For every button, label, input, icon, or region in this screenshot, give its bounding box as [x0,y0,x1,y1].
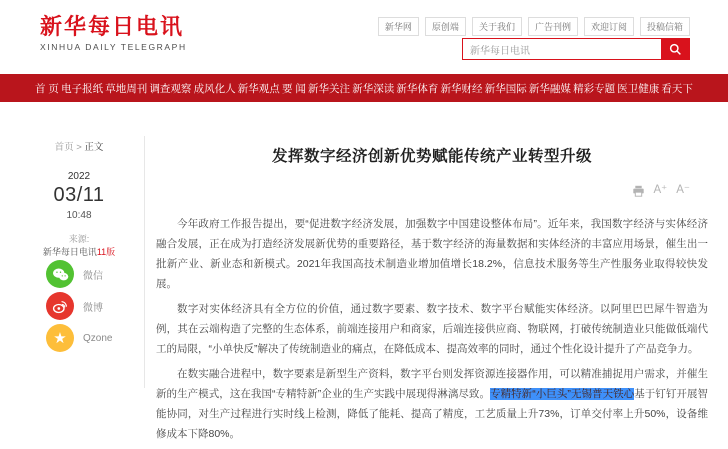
selected-text: 专精特新“小巨头”无锡普天铁心 [490,388,635,400]
paragraph-3-pre: 在数实融合进程中，数字要素是新型生产资料，数字平台则发挥资源连接器作用，可以精准捕捉用户需求，并催生新的生产模式，这在我国“专精特新”企业的生产实践中展现得淋漓尽致。 [156,368,708,400]
nav-item-international[interactable]: 新华国际 [484,82,527,95]
date-day: 03/11 [53,184,105,206]
source-edition: 11版 [96,247,116,257]
article-body [156,214,708,444]
search-icon [669,43,682,56]
print-button[interactable] [632,185,645,197]
site-logo[interactable] [40,14,187,52]
logo-subtitle: XINHUA DAILY TELEGRAPH [40,42,187,52]
article-date [20,171,138,221]
source-name: 新华每日电讯 [42,247,97,257]
nav-item-world[interactable]: 看天下 [661,82,693,95]
nav-item-topics[interactable]: 精彩专题 [573,82,616,95]
article-source [20,233,138,259]
article [156,144,708,449]
font-decrease-button[interactable]: A⁻ [676,184,690,197]
nav-item-focus[interactable]: 新华关注 [308,82,351,95]
breadcrumb [20,139,138,153]
header-link-ads[interactable]: 广告刊例 [528,17,578,36]
nav-item-health[interactable]: 医卫健康 [617,82,660,95]
sidebar-divider [144,136,145,388]
wechat-icon [46,260,74,288]
breadcrumb-separator: > [76,142,82,153]
header-link-subscribe[interactable]: 欢迎订阅 [584,17,634,36]
header-link-xinhuanet[interactable]: 新华网 [378,17,419,36]
search-input[interactable] [463,39,661,59]
font-increase-button[interactable]: A⁺ [653,184,668,197]
nav-item-investigation[interactable]: 调查观察 [149,82,192,95]
date-time: 10:48 [66,210,92,221]
nav-item-deepread[interactable]: 新华深读 [352,82,395,95]
logo-title: 新华每日电讯 [40,14,185,39]
source-label: 来源: [68,234,90,244]
nav-item-media[interactable]: 新华融媒 [528,82,571,95]
search-bar [462,38,690,60]
header-links [378,17,690,36]
nav-item-chengfeng[interactable]: 成风化人 [193,82,236,95]
date-year: 2022 [67,171,91,182]
main-nav [0,74,728,102]
breadcrumb-home[interactable]: 首页 [54,142,74,153]
header-link-submit[interactable]: 投稿信箱 [640,17,690,36]
share-panel [46,260,112,356]
nav-item-home[interactable]: 首 页 [35,82,59,95]
share-qzone-label: Qzone [83,332,113,344]
search-button[interactable] [661,39,689,59]
paragraph-2: 数字对实体经济具有全方位的价值，通过数字要素、数字技术、数字平台赋能实体经济。以阿里巴巴犀牛智造为例，其在云端构造了完整的生态体系，前端连接用户和商家，后端连接供应商、物联网，打破传统制造业只能做低端代工的局限，“小单快反”解决了传统制造业的痛点，在降低成本、提高效率的同时，通过个性化设计提升了产品竞争力。 [156,303,708,355]
article-tools [156,184,690,198]
nav-item-news[interactable]: 要 闻 [281,82,306,95]
nav-item-caodi[interactable]: 草地周刊 [105,82,148,95]
header-link-about[interactable]: 关于我们 [472,17,522,36]
paragraph-1: 今年政府工作报告提出，要“促进数字经济发展，加强数字中国建设整体布局”。近年来，我国数字经济与实体经济融合发展，正在成为打造经济发展新优势的重要路径，基于数字经济的海量数据和实体经济的丰富应用场景，催生出一批新产业、新业态和新模式。2021年我国高技术制造业增加值增长18.2%，信息技术服务等生产性服务业取得较快发展。 [156,218,708,290]
header-link-original[interactable]: 原创端 [425,17,466,36]
article-title: 发挥数字经济创新优势赋能传统产业转型升级 [271,148,592,165]
nav-item-epaper[interactable]: 电子报纸 [61,82,104,95]
breadcrumb-current: 正文 [84,142,104,153]
share-wechat-label: 微信 [83,270,103,282]
paragraph-3-post: 基于钉钉开展智能协同，对生产过程进行实时线上检测，降低了能耗、提高了精度，工艺质量上升73%，订单交付率上升50%，设备维修成本下降80%。 [156,388,708,440]
qzone-star-icon: ★ [46,324,74,352]
paragraph-3 [156,364,708,444]
share-wechat-button[interactable] [46,260,112,288]
nav-item-sports[interactable]: 新华体育 [396,82,439,95]
share-weibo-button[interactable] [46,292,112,320]
share-weibo-label: 微博 [83,302,103,314]
share-qzone-button[interactable] [46,324,112,352]
nav-item-opinion[interactable]: 新华观点 [237,82,280,95]
nav-item-finance[interactable]: 新华财经 [440,82,483,95]
printer-icon [632,185,645,197]
weibo-icon [46,292,74,320]
